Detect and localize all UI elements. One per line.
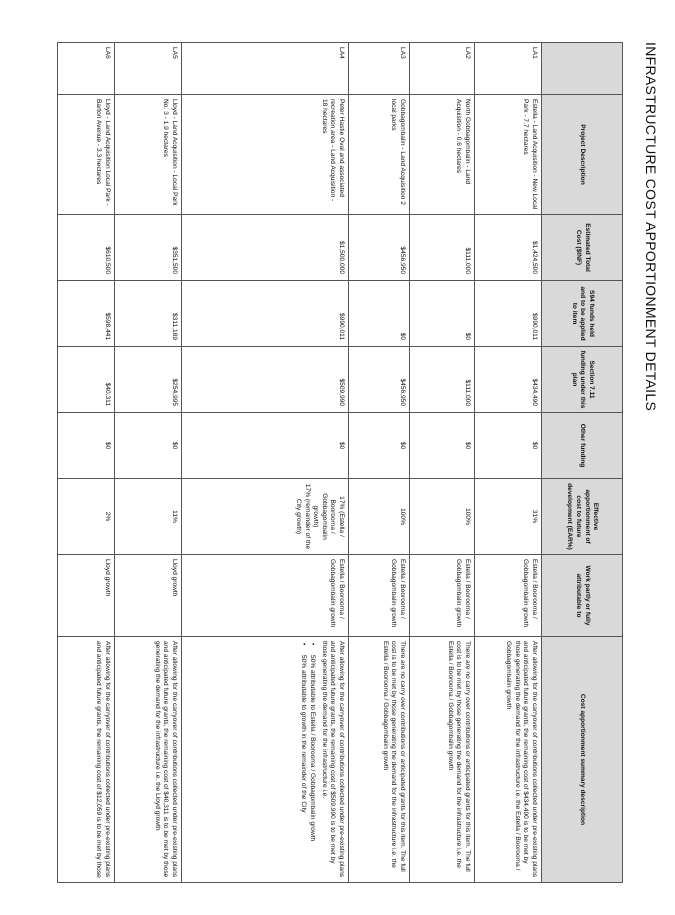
summary-bullet: • 50% attributable to growth in the remainder of the City (298, 641, 307, 878)
project-description: Peter Hastie Oval and associated recreation area - Land Acquisition - 18 hectares (182, 95, 349, 215)
summary-text: After allowing for the carryover of contributions collected under pre-existing plans and anticipated future grants, the remaining cost of $509,990 is to be met by those generating the demand for the infrastructure i.e. (320, 641, 345, 878)
ear-city-growth: 17% (remainder of the City growth) (295, 483, 311, 550)
s94-funds: $990,011 (182, 281, 349, 347)
header-ear: Effective apportionment of cost to future development (EAR%) (542, 479, 623, 555)
section-711-funding: $509,990 (182, 347, 349, 413)
table-row (475, 43, 542, 883)
other-funding: $0 (349, 413, 410, 479)
header-project-description: Project Description (542, 95, 623, 215)
estimated-total-cost: $351,500 (115, 215, 182, 281)
summary-bullet: • 50% attributable to Estella / Boorooma / Gobbagombalin growth (308, 641, 317, 878)
s94-funds: $598,441 (58, 281, 115, 347)
estimated-total-cost: $456,950 (349, 215, 410, 281)
header-section-711-funding: Section 7.11 funding under this plan (542, 347, 623, 413)
header-summary-description: Cost apportionment summary description (542, 637, 623, 883)
item-id: LA6 (58, 43, 115, 95)
attributable-to: Lloyd growth (115, 555, 182, 637)
other-funding: $0 (115, 413, 182, 479)
header-estimated-total-cost: Estimated Total Cost ($INF) (542, 215, 623, 281)
attributable-to: Estella / Booroorna / Gobbagombalin growth (410, 555, 475, 637)
s94-funds: $990,011 (475, 281, 542, 347)
attributable-to: Estella / Booroorna / Gobbagombalin growth (182, 555, 349, 637)
section-711-funding: $434,490 (475, 347, 542, 413)
section-711-funding: $40,311 (58, 347, 115, 413)
ear-percent: 100% (410, 479, 475, 555)
attributable-to: Lloyd growth (58, 555, 115, 637)
project-description: Lloyd - Land Acquisition Local Park - Barton Avenue - 3.3 hectares (58, 95, 115, 215)
project-description: North Gobbagombalin - Land Acquisition - 0.6 hectares (410, 95, 475, 215)
project-description: Gobbagombalin - Land Acquisition 2 local parks (349, 95, 410, 215)
item-id: LA2 (410, 43, 475, 95)
s94-funds: $311,189 (115, 281, 182, 347)
estimated-total-cost: $1,424,500 (475, 215, 542, 281)
project-description: Estella - Land Acquisition - New Local Park - 7.7 hectares (475, 95, 542, 215)
summary-description: There are no carry over contributions or anticipated grants for this item. The full cost is to be met by those generating the demand for the infrastructure i.e. the Estella / Boorooma / Gobbagombalin growth (349, 637, 410, 883)
header-other-funding: Other funding (542, 413, 623, 479)
table-header-row (542, 43, 623, 883)
table-row (182, 43, 349, 883)
table-row (58, 43, 115, 883)
table-row (349, 43, 410, 883)
project-description: Lloyd - Land Acquisition - Local Park No. 3 - 1.9 hectares (115, 95, 182, 215)
item-id: LA5 (115, 43, 182, 95)
section-711-funding: $456,950 (349, 347, 410, 413)
other-funding: $0 (475, 413, 542, 479)
item-id: LA1 (475, 43, 542, 95)
ear-percent (182, 479, 349, 555)
ear-percent: 31% (475, 479, 542, 555)
ear-estella-growth: 17% (Estella / Boorooma / Gobbagombalin growth) (312, 493, 345, 540)
ear-percent: 2% (58, 479, 115, 555)
other-funding: $0 (58, 413, 115, 479)
summary-description: After allowing for the carryover of contributions collected under pre-existing plans and anticipated future grants, the remaining cost of $434,490 is to be met by those generating the demand for the infrastructure i.e. the Estella / Boorooma / Gobbagombalin growth (475, 637, 542, 883)
item-id: LA3 (349, 43, 410, 95)
estimated-total-cost: $610,500 (58, 215, 115, 281)
summary-bullet-list (298, 641, 316, 878)
page-title: INFRASTRUCTURE COST APPORTIONMENT DETAILS (643, 42, 659, 412)
estimated-total-cost: $111,000 (410, 215, 475, 281)
cost-apportionment-table (57, 42, 623, 883)
s94-funds: $0 (349, 281, 410, 347)
ear-percent: 100% (349, 479, 410, 555)
other-funding: $0 (410, 413, 475, 479)
item-id: LA4 (182, 43, 349, 95)
ear-percent: 11% (115, 479, 182, 555)
summary-description (182, 637, 349, 883)
attributable-to: Estella / Booroorna / Gobbagombalin growth (475, 555, 542, 637)
header-attributable-to: Work partly or fully attributable to (542, 555, 623, 637)
table-row (410, 43, 475, 883)
table-row (115, 43, 182, 883)
section-711-funding: $111,000 (410, 347, 475, 413)
section-711-funding: $254,995 (115, 347, 182, 413)
header-s94-funds: S94 funds held and to be applied to item (542, 281, 623, 347)
other-funding: $0 (182, 413, 349, 479)
summary-description: There are no carry over contributions or anticipated grants for this item. The full cost is to be met by those generating the demand for the infrastructure i.e. the Estella / Boorooma / Gobbagombalin growth (410, 637, 475, 883)
attributable-to: Estella / Booroorna / Gobbagombalin growth (349, 555, 410, 637)
estimated-total-cost: $1,500,000 (182, 215, 349, 281)
header-id (542, 43, 623, 95)
summary-description: After allowing for the carryover of contributions collected under pre-existing plans and anticipated future grants, the remaining cost of $12,059 is to be met by those (58, 637, 115, 883)
s94-funds: $0 (410, 281, 475, 347)
summary-description: After allowing for the carryover of contributions collected under pre-existing plans and anticipated future grants, the remaining cost of $40,311 is to be met by those generating the demand for the infrastructure i.e. the Lloyd growth (115, 637, 182, 883)
